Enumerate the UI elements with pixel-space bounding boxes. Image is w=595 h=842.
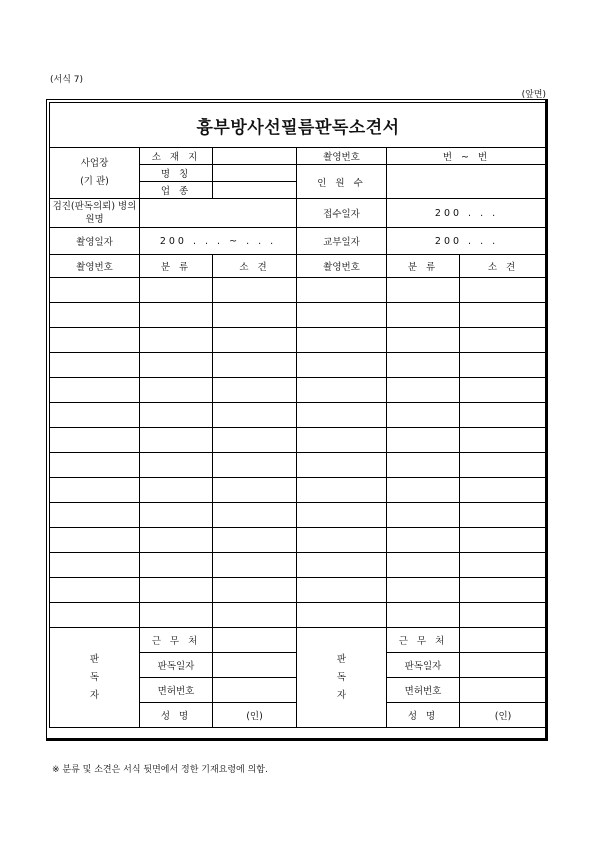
entry-cell[interactable]: [297, 578, 387, 603]
entry-cell[interactable]: [213, 403, 297, 428]
reading-date-label-right: 판독일자: [387, 653, 460, 678]
clinic-label: 검진(판독의뢰) 병의원명: [50, 199, 140, 228]
entry-cell[interactable]: [140, 578, 213, 603]
entry-cell[interactable]: [297, 553, 387, 578]
entry-cell[interactable]: [387, 378, 460, 403]
industry-label: 업 종: [140, 182, 213, 199]
entry-cell[interactable]: [297, 478, 387, 503]
table-row: [50, 528, 547, 553]
form-number: (서식 7): [50, 75, 83, 85]
reader-name-label-right: 성 명: [387, 703, 460, 728]
entry-cell[interactable]: [50, 328, 140, 353]
table-row: [50, 553, 547, 578]
entry-cell[interactable]: [297, 278, 387, 303]
entry-cell[interactable]: [387, 303, 460, 328]
entry-cell[interactable]: [297, 328, 387, 353]
table-row: [50, 453, 547, 478]
entry-cell[interactable]: [387, 503, 460, 528]
entry-cell[interactable]: [140, 428, 213, 453]
table-row: [50, 278, 547, 303]
issue-date-label: 교부일자: [297, 228, 387, 255]
entry-cell[interactable]: [460, 353, 547, 378]
entry-cell[interactable]: [140, 453, 213, 478]
entry-cell[interactable]: [213, 328, 297, 353]
entry-cell[interactable]: [460, 553, 547, 578]
entry-cell[interactable]: [387, 328, 460, 353]
entry-cell[interactable]: [213, 503, 297, 528]
entry-cell[interactable]: [460, 403, 547, 428]
table-row: [50, 478, 547, 503]
entry-cell[interactable]: [460, 603, 547, 628]
entry-cell[interactable]: [387, 453, 460, 478]
entry-cell[interactable]: [50, 353, 140, 378]
entry-cell[interactable]: [460, 478, 547, 503]
industry-field[interactable]: [213, 182, 297, 199]
column-header-class-left: 분 류: [140, 255, 213, 278]
entry-cell[interactable]: [297, 378, 387, 403]
film-number-range[interactable]: 번 ~ 번: [387, 148, 547, 165]
entry-cell[interactable]: [213, 378, 297, 403]
column-header-class-right: 분 류: [387, 255, 460, 278]
entry-cell[interactable]: [140, 353, 213, 378]
entry-cell[interactable]: [213, 428, 297, 453]
column-header-film-no-right: 촬영번호: [297, 255, 387, 278]
side-label: (앞면): [521, 90, 546, 100]
workplace-sub-text: (기 관): [80, 176, 109, 187]
entry-cell[interactable]: [387, 428, 460, 453]
entry-cell[interactable]: [213, 553, 297, 578]
entry-cell[interactable]: [460, 278, 547, 303]
entry-cell[interactable]: [387, 528, 460, 553]
entry-cell[interactable]: [213, 278, 297, 303]
received-date-field[interactable]: 200 . . .: [387, 199, 547, 228]
entry-cell[interactable]: [297, 353, 387, 378]
entry-cell[interactable]: [213, 303, 297, 328]
address-label: 소 재 지: [140, 148, 213, 165]
entry-cell[interactable]: [387, 603, 460, 628]
table-row: [50, 503, 547, 528]
document-title: 흉부방사선필름판독소견서: [50, 103, 547, 148]
workplace-of-reader-label-left: 근 무 처: [140, 628, 213, 653]
entry-cell[interactable]: [50, 578, 140, 603]
entry-cell[interactable]: [50, 478, 140, 503]
entry-cell[interactable]: [460, 378, 547, 403]
reading-date-field-right[interactable]: [460, 653, 547, 678]
entry-cell[interactable]: [213, 478, 297, 503]
entry-cell[interactable]: [387, 478, 460, 503]
seal-field-left[interactable]: (인): [213, 703, 297, 728]
reading-date-field-left[interactable]: [213, 653, 297, 678]
reader-label-left: [50, 628, 140, 728]
entry-cell[interactable]: [140, 478, 213, 503]
headcount-field[interactable]: [387, 165, 547, 199]
footnote: ※ 분류 및 소견은 서식 뒷면에서 정한 기재요령에 의함.: [52, 765, 268, 775]
entry-cell[interactable]: [50, 303, 140, 328]
entry-cell[interactable]: [140, 403, 213, 428]
reader-label-right: [297, 628, 387, 728]
entry-cell[interactable]: [140, 528, 213, 553]
workplace-label: [50, 148, 140, 199]
entry-cell[interactable]: [297, 528, 387, 553]
reader-label-text-left: 판 독 자: [89, 653, 100, 701]
entry-cell[interactable]: [213, 353, 297, 378]
workplace-of-reader-label-right: 근 무 처: [387, 628, 460, 653]
headcount-label: 인 원 수: [297, 165, 387, 199]
shoot-date-label: 촬영일자: [50, 228, 140, 255]
table-row: [50, 603, 547, 628]
table-row: [50, 303, 547, 328]
entry-cell[interactable]: [387, 278, 460, 303]
entry-cell[interactable]: [50, 503, 140, 528]
entry-cell[interactable]: [297, 303, 387, 328]
entry-cell[interactable]: [140, 303, 213, 328]
column-header-finding-left: 소 견: [213, 255, 297, 278]
entry-cell[interactable]: [460, 328, 547, 353]
entry-cell[interactable]: [213, 453, 297, 478]
entry-cell[interactable]: [297, 428, 387, 453]
clinic-field[interactable]: [140, 199, 297, 228]
entry-cell[interactable]: [460, 503, 547, 528]
reader-name-label-left: 성 명: [140, 703, 213, 728]
entry-cell[interactable]: [213, 603, 297, 628]
license-number-label-right: 면허번호: [387, 678, 460, 703]
table-row: [50, 353, 547, 378]
entry-cell[interactable]: [140, 503, 213, 528]
entry-cell[interactable]: [460, 528, 547, 553]
entry-cell[interactable]: [50, 378, 140, 403]
table-row: [50, 378, 547, 403]
entry-cell[interactable]: [50, 428, 140, 453]
entry-cell[interactable]: [460, 428, 547, 453]
entry-cell[interactable]: [50, 603, 140, 628]
entry-cell[interactable]: [387, 553, 460, 578]
license-number-label-left: 면허번호: [140, 678, 213, 703]
entry-cell[interactable]: [387, 403, 460, 428]
table-row: [50, 428, 547, 453]
entry-cell[interactable]: [50, 553, 140, 578]
reader-label-text-right: 판 독 자: [336, 653, 347, 701]
entry-cell[interactable]: [297, 603, 387, 628]
entry-cell[interactable]: [50, 453, 140, 478]
entry-cell[interactable]: [50, 528, 140, 553]
column-header-film-no-left: 촬영번호: [50, 255, 140, 278]
issue-date-field[interactable]: 200 . . .: [387, 228, 547, 255]
workplace-label-text: 사업장: [80, 158, 109, 169]
reading-date-label-left: 판독일자: [140, 653, 213, 678]
license-number-field-right[interactable]: [460, 678, 547, 703]
entry-cell[interactable]: [460, 578, 547, 603]
entry-cell[interactable]: [50, 403, 140, 428]
entry-cell[interactable]: [140, 328, 213, 353]
entry-cell[interactable]: [213, 578, 297, 603]
entry-cell[interactable]: [50, 278, 140, 303]
entry-cell[interactable]: [297, 503, 387, 528]
entry-cell[interactable]: [387, 353, 460, 378]
film-number-label: 촬영번호: [297, 148, 387, 165]
entry-cell[interactable]: [460, 453, 547, 478]
name-label: 명 칭: [140, 165, 213, 182]
table-row: [50, 403, 547, 428]
entry-cell[interactable]: [297, 403, 387, 428]
workplace-of-reader-field-left[interactable]: [213, 628, 297, 653]
address-field[interactable]: [213, 148, 297, 165]
seal-field-right[interactable]: (인): [460, 703, 547, 728]
entry-cell[interactable]: [297, 453, 387, 478]
workplace-of-reader-field-right[interactable]: [460, 628, 547, 653]
received-date-label: 접수일자: [297, 199, 387, 228]
entry-rows: [50, 278, 547, 628]
table-row: [50, 328, 547, 353]
entry-cell[interactable]: [387, 578, 460, 603]
entry-cell[interactable]: [140, 553, 213, 578]
entry-cell[interactable]: [213, 528, 297, 553]
entry-cell[interactable]: [140, 378, 213, 403]
reading-report-table: [49, 102, 547, 728]
license-number-field-left[interactable]: [213, 678, 297, 703]
entry-cell[interactable]: [140, 278, 213, 303]
shoot-date-field[interactable]: 200 . . . ~ . . .: [140, 228, 297, 255]
entry-cell[interactable]: [140, 603, 213, 628]
name-field[interactable]: [213, 165, 297, 182]
column-header-finding-right: 소 견: [460, 255, 547, 278]
table-row: [50, 578, 547, 603]
entry-cell[interactable]: [460, 303, 547, 328]
